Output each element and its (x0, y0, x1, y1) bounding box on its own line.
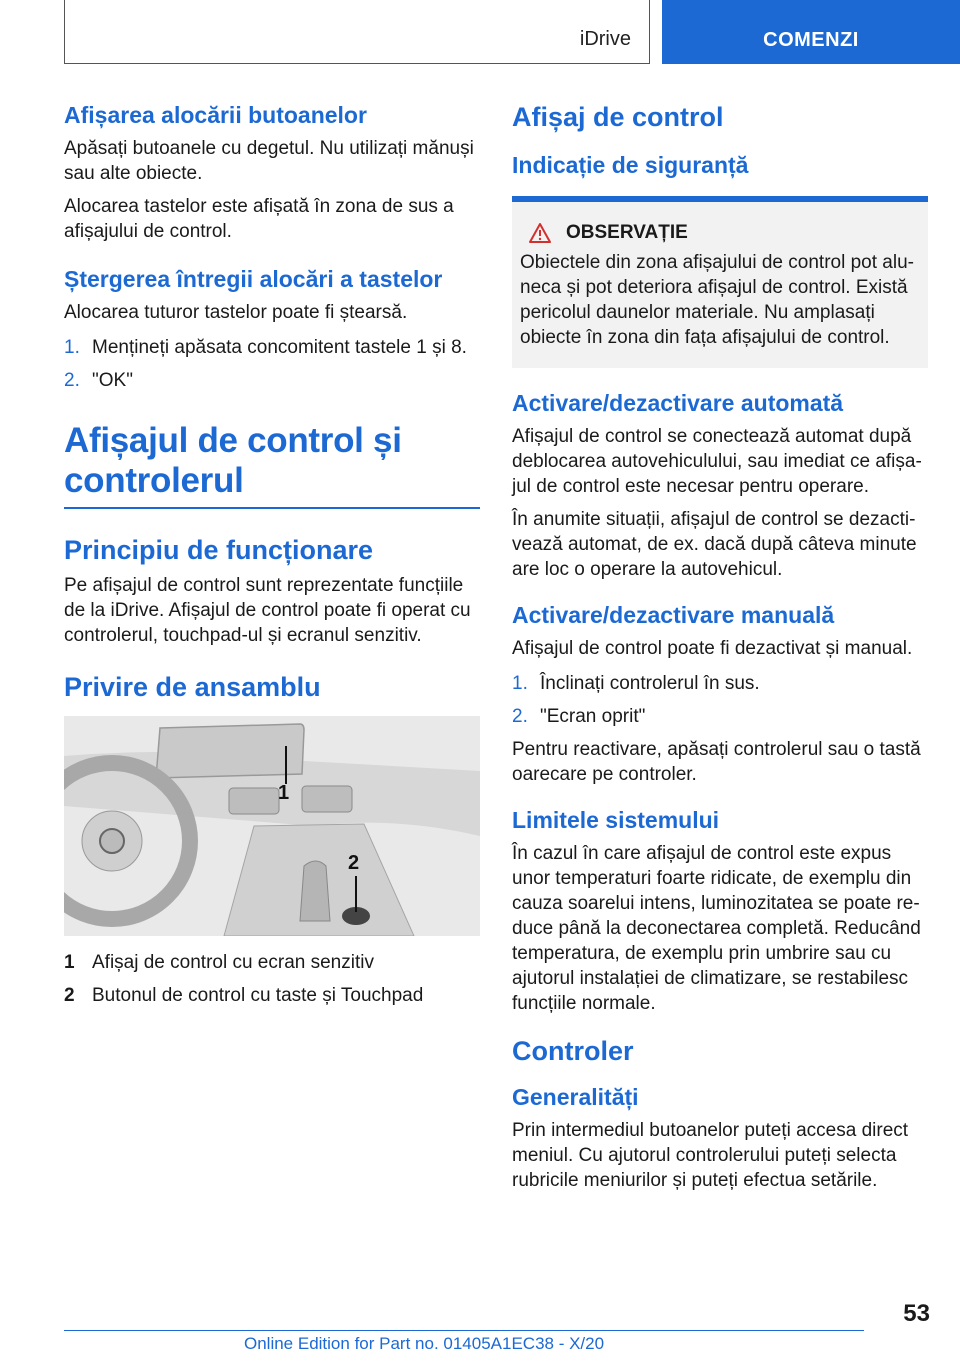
dashboard-illustration (64, 716, 480, 936)
steps-list (512, 671, 928, 729)
header-chapter-tab (662, 0, 960, 64)
list-item (512, 704, 928, 729)
paragraph: Alocarea tuturor tastelor poate fi ștearsă. (64, 302, 408, 323)
notice-title-row (520, 222, 920, 244)
section-title-overview: Privire de ansamblu (64, 672, 321, 702)
notice-text: Obiectele din zona afișajului de control pot aluneca și pot deteriora afișajul de control. Există pericolul daunelor materiale. Nu amplasați obiecte în zona din fața afișajului de control. (520, 252, 914, 348)
page-number: 53 (903, 1300, 930, 1327)
step-text: Mențineți apăsata concomitent tastele 1 și 8. (92, 337, 467, 358)
section-title-principle: Principiu de funcționare (64, 535, 374, 565)
notice-box (512, 196, 928, 368)
figure-callout-2: 2 (348, 852, 360, 874)
section-heading-controller: Controler (512, 1036, 634, 1066)
legend-number: 1 (64, 952, 75, 973)
paragraph: Prin intermediul butoanelor puteți accesa direct meniul. Cu ajutorul controlerului puteți selecta rubricile meniurilor și puteți efectua setările. (512, 1120, 909, 1191)
header-chapter-title: COMENZI (763, 29, 859, 51)
step-text: "Ecran oprit" (540, 706, 646, 727)
left-column (64, 100, 480, 1016)
section-title-button-assignment: Afișarea alocării butoanelor (64, 102, 367, 128)
dashboard-drawing (64, 716, 480, 936)
footer-edition: Online Edition for Part no. 01405A1EC38 - X/20 (244, 1334, 605, 1353)
section-title-manual-toggle: Activare/dezactivare manuală (512, 602, 835, 628)
paragraph: Afișajul de control poate fi dezactivat și manual. (512, 638, 913, 659)
step-number: 1. (64, 337, 80, 358)
section-heading-control-display: Afișaj de control (512, 102, 724, 132)
list-item (64, 368, 480, 393)
paragraph: Pentru reactivare, apăsați controlerul sau o tastă oarecare pe controler. (512, 739, 921, 785)
paragraph: În anumite situații, afișajul de control se dezactivează automat, de ex. dacă după câteva minute are loc o operare la autovehicul. (512, 509, 917, 580)
section-title-auto-toggle: Activare/dezactivare automată (512, 390, 844, 416)
chapter-heading-block (64, 421, 480, 509)
section-title-delete-assignment: Ștergerea întregii alocări a tastelor (64, 266, 443, 292)
header-section-box (64, 0, 650, 64)
figure-callout-1: 1 (278, 782, 290, 804)
paragraph: Alocarea tastelor este afișată în zona de sus a afișajului de control. (64, 196, 454, 242)
paragraph: În cazul în care afișajul de control este expus unor temperaturi foarte ridicate, de exemplu din cauza soarelui intens, luminozitatea se poate reduce până la deconectarea completă. Reducând temperatura, de exemplu prin umbrire sau cu ajutorul instalației de climatizare, se restabilesc funcțiile normale. (512, 843, 921, 1014)
footer-divider (64, 1330, 864, 1331)
chapter-heading: Afișajul de control și controlerul (64, 421, 402, 500)
header-section-title: iDrive (579, 28, 631, 50)
paragraph: Afișajul de control se conectează automat după deblocarea autovehiculului, sau imediat ce afișajul de control este necesar pentru operare. (512, 426, 922, 497)
section-title-limits: Limitele sistemului (512, 807, 720, 833)
legend-item (64, 983, 480, 1008)
legend-item (64, 950, 480, 975)
step-text: Înclinați controlerul în sus. (540, 673, 760, 694)
section-title-general: Generalități (512, 1084, 639, 1110)
warning-triangle-icon (528, 222, 552, 244)
paragraph: Pe afișajul de control sunt reprezentate funcțiile de la iDrive. Afișajul de control poate fi operat cu controlerul, touchpad-ul și ecranul senzitiv. (64, 575, 471, 646)
step-number: 1. (512, 673, 528, 694)
step-text: "OK" (92, 370, 133, 391)
notice-title: OBSERVAȚIE (566, 222, 688, 243)
section-title-safety: Indicație de siguranță (512, 152, 749, 178)
paragraph: Apăsați butoanele cu degetul. Nu utilizați mănuși sau alte obiecte. (64, 138, 474, 184)
step-number: 2. (64, 370, 80, 391)
step-number: 2. (512, 706, 528, 727)
list-item (64, 335, 480, 360)
legend-text: Afișaj de control cu ecran senzitiv (92, 952, 374, 973)
steps-list (64, 335, 480, 393)
right-column (512, 100, 928, 1201)
legend-number: 2 (64, 985, 75, 1006)
list-item (512, 671, 928, 696)
legend-text: Butonul de control cu taste și Touchpad (92, 985, 424, 1006)
